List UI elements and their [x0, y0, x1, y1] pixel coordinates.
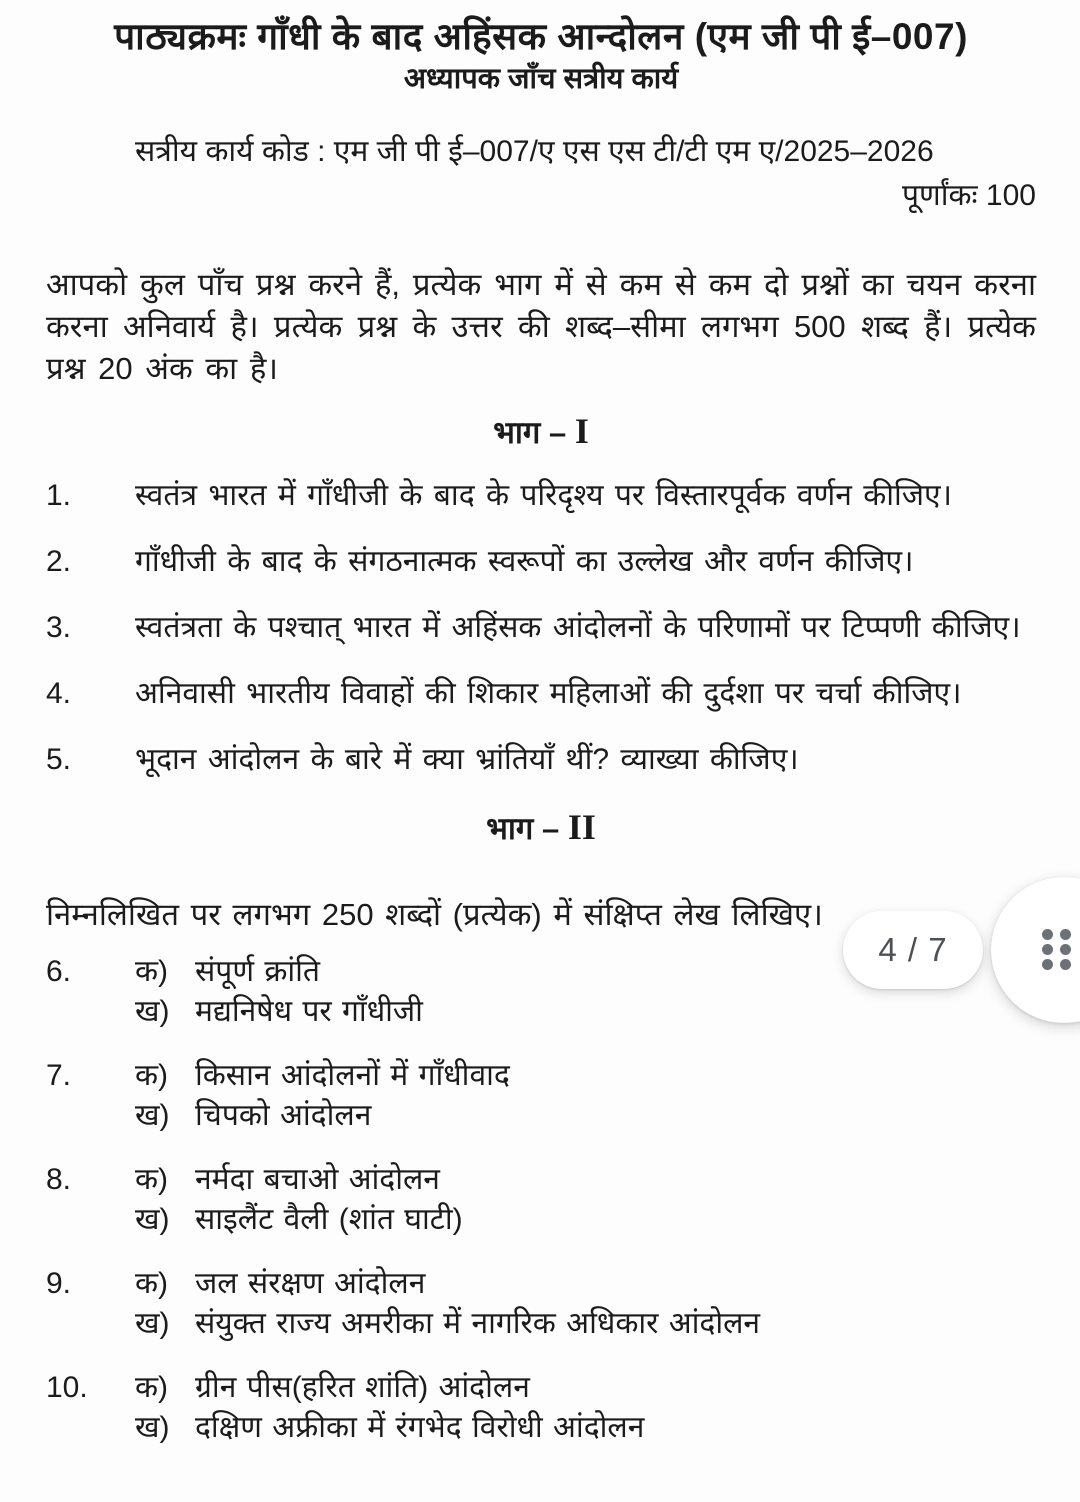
sub-question-b	[135, 992, 1036, 1032]
sub-question-label: क)	[135, 1163, 169, 1196]
sub-question-label: ख)	[135, 1411, 170, 1444]
sub-question-text: किसान आंदोलनों में गाँधीवाद	[195, 1059, 510, 1092]
question-row-8	[46, 1160, 1036, 1240]
page-indicator	[843, 911, 983, 989]
part2-intro-line: निम्नलिखित पर लगभग 250 शब्दों (प्रत्येक) में संक्षिप्त लेख लिखिए।	[46, 897, 823, 932]
part1-question-list	[46, 476, 1036, 780]
assignment-code-line: सत्रीय कार्य कोड : एम जी पी ई–007/ए एस एस टी/टी एम ए/2025–2026	[135, 135, 934, 168]
sub-question-label: क)	[135, 1059, 169, 1092]
sub-question-b	[135, 1408, 1036, 1448]
total-marks-line: पूर्णांकः 100	[902, 179, 1036, 212]
part2-heading	[46, 806, 1036, 850]
question-row-7	[46, 1056, 1036, 1136]
question-number: 6.	[46, 955, 72, 988]
sub-question-text: जल संरक्षण आंदोलन	[195, 1267, 426, 1300]
question-row-4	[46, 674, 1036, 714]
sub-question-text: मद्यनिषेध पर गाँधीजी	[195, 995, 423, 1028]
question-number: 2.	[46, 545, 72, 578]
question-number: 10.	[46, 1371, 88, 1404]
grid-dots-icon	[1042, 929, 1071, 970]
sub-question-text: साइलैंट वैली (शांत घाटी)	[195, 1203, 463, 1236]
question-row-9	[46, 1264, 1036, 1344]
question-row-1	[46, 476, 1036, 516]
question-number: 3.	[46, 611, 72, 644]
sub-question-a	[135, 1264, 1036, 1304]
sub-question-text: चिपको आंदोलन	[195, 1099, 372, 1132]
question-number: 8.	[46, 1163, 72, 1196]
question-text: अनिवासी भारतीय विवाहों की शिकार महिलाओं की दुर्दशा पर चर्चा कीजिए।	[135, 677, 962, 710]
sub-question-text: संपूर्ण क्रांति	[195, 955, 321, 988]
sub-question-a	[135, 1368, 1036, 1408]
question-row-5	[46, 740, 1036, 780]
part2-heading-numeral: II	[567, 807, 596, 847]
question-number: 1.	[46, 479, 72, 512]
sub-question-label: क)	[135, 955, 169, 988]
question-number: 9.	[46, 1267, 72, 1300]
sub-question-label: ख)	[135, 1307, 170, 1340]
question-number: 4.	[46, 677, 72, 710]
sub-question-a	[135, 1056, 1036, 1096]
sub-question-text: दक्षिण अफ्रीका में रंगभेद विरोधी आंदोलन	[195, 1411, 645, 1444]
sub-question-label: ख)	[135, 995, 170, 1028]
question-row-3	[46, 608, 1036, 648]
part1-heading-label: भाग –	[493, 415, 567, 450]
part1-heading	[46, 410, 1036, 454]
question-number: 5.	[46, 743, 72, 776]
part1-heading-numeral: I	[574, 411, 589, 451]
question-text: स्वतंत्रता के पश्चात् भारत में अहिंसक आंदोलनों के परिणामों पर टिप्पणी कीजिए।	[135, 611, 1021, 644]
part2-question-list	[46, 952, 1036, 1448]
question-text: स्वतंत्र भारत में गाँधीजी के बाद के परिदृश्य पर विस्तारपूर्वक वर्णन कीजिए।	[135, 479, 952, 512]
instructions-paragraph: आपको कुल पाँच प्रश्न करने हैं, प्रत्येक भाग में से कम से कम दो प्रश्नों का चयन करना करना अनिवार्य है। प्रत्येक प्रश्न के उत्तर की शब्द–सीमा लगभग 500 शब्द हैं। प्रत्येक प्रश्न 20 अंक का है।	[46, 267, 1036, 386]
sub-question-b	[135, 1096, 1036, 1136]
sub-question-text: ग्रीन पीस(हरित शांति) आंदोलन	[195, 1371, 530, 1404]
sub-question-b	[135, 1304, 1036, 1344]
question-number: 7.	[46, 1059, 72, 1092]
part2-heading-label: भाग –	[486, 811, 560, 846]
sub-question-label: ख)	[135, 1203, 170, 1236]
question-row-2	[46, 542, 1036, 582]
sub-question-label: ख)	[135, 1099, 170, 1132]
sub-question-text: नर्मदा बचाओ आंदोलन	[195, 1163, 440, 1196]
sub-question-b	[135, 1200, 1036, 1240]
course-title: पाठ्यक्रमः गाँधी के बाद अहिंसक आन्दोलन (एम जी पी ई–007)	[114, 16, 968, 57]
sub-question-text: संयुक्त राज्य अमरीका में नागरिक अधिकार आंदोलन	[195, 1307, 761, 1340]
sub-question-label: क)	[135, 1371, 169, 1404]
question-text: गाँधीजी के बाद के संगठनात्मक स्वरूपों का उल्लेख और वर्णन कीजिए।	[135, 545, 914, 578]
sub-question-a	[135, 1160, 1036, 1200]
sub-question-label: क)	[135, 1267, 169, 1300]
question-row-10	[46, 1368, 1036, 1448]
assignment-subtitle: अध्यापक जाँच सत्रीय कार्य	[403, 63, 679, 95]
question-text: भूदान आंदोलन के बारे में क्या भ्रांतियाँ थीं? व्याख्या कीजिए।	[135, 743, 799, 776]
page-indicator-text: 4 / 7	[878, 931, 948, 968]
